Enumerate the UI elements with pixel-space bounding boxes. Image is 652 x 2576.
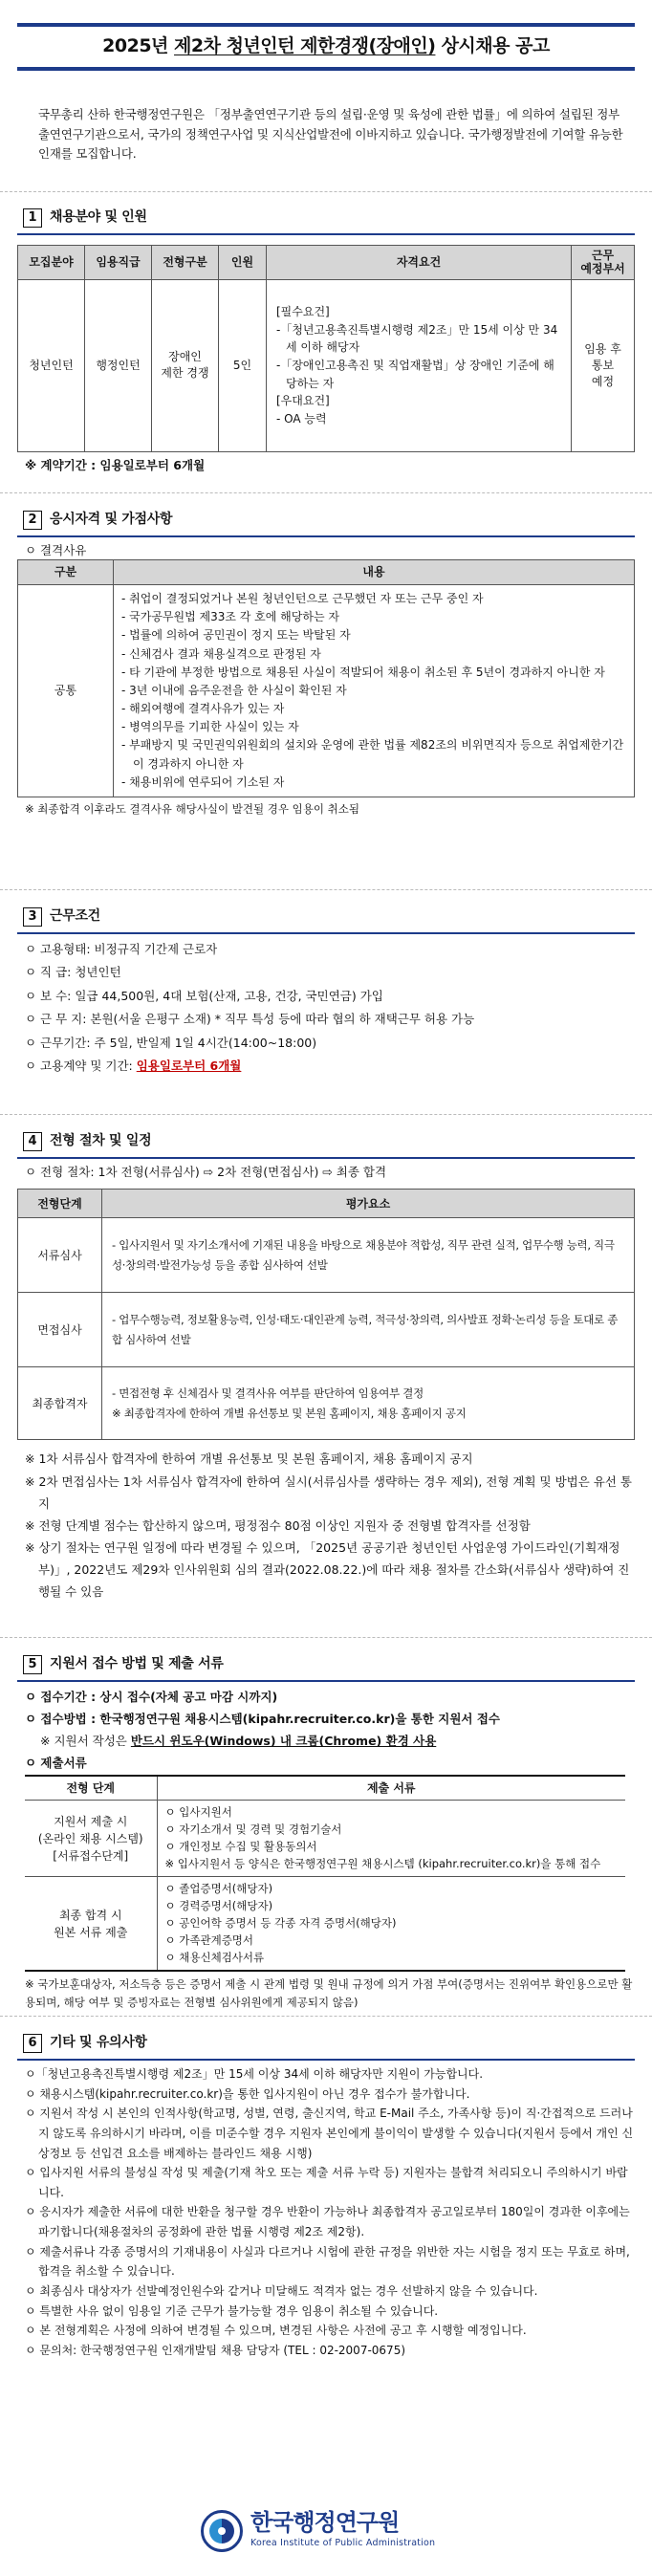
section-title: 응시자격 및 가점사항 — [50, 512, 173, 528]
document-item: ㅇ 졸업증명서(해당자) — [164, 1882, 273, 1896]
table-header-row — [25, 1776, 625, 1801]
notice-item: ㅇ 제출서류나 각종 증명서의 기재내용이 사실과 다르거나 시험에 관한 규정을 위반한 자는 시험을 정지 또는 무효로 하며, 합격을 취소할 수 있습니다. — [25, 2244, 630, 2279]
section-4 — [17, 1128, 635, 1603]
table-row — [18, 1367, 635, 1440]
section-title: 전형 절차 및 일정 — [50, 1133, 152, 1149]
table-header-row — [18, 560, 635, 585]
condition-item: ㅇ 고용형태: 비정규직 기간제 근로자 — [25, 942, 218, 956]
section-number: 5 — [23, 1655, 42, 1674]
table-row — [18, 279, 635, 451]
logo-english: Korea Institute of Public Administration — [250, 2538, 436, 2549]
browser-note-detail: 반드시 윈도우(Windows) 내 크롬(Chrome) 환경 사용 — [130, 1734, 437, 1749]
section-3 — [17, 904, 635, 1078]
th-grade: 임용직급 — [85, 246, 152, 280]
notice-item: ㅇ 응시자가 제출한 서류에 대한 반환을 청구할 경우 반환이 가능하나 최종합격자 공고일로부터 180일이 경과한 이후에는 파기합니다(채용절차의 공정화에 관한 법률 시행령 제2조 제2항). — [25, 2205, 630, 2238]
disqualification-list — [121, 590, 626, 792]
section-title: 채용분야 및 인원 — [50, 209, 147, 226]
section-rule — [17, 233, 635, 235]
th-evaluation: 평가요소 — [102, 1190, 635, 1218]
browser-note-label: ※ 지원서 작성은 — [40, 1734, 131, 1749]
section-heading — [17, 904, 635, 930]
cell-stage: 지원서 제출 시 (온라인 채용 시스템) [서류접수단계] — [25, 1801, 157, 1877]
section-title: 기타 및 유의사항 — [50, 2035, 147, 2051]
title-suffix: 상시채용 공고 — [435, 35, 550, 57]
section-number: 4 — [23, 1132, 42, 1151]
screening-note: ※ 1차 서류심사 합격자에 한하여 개별 유선통보 및 본원 홈페이지, 채용 홈페이지 공지 — [25, 1452, 473, 1467]
notice-item: ㅇ 입사지원 서류의 불성실 작성 및 제출(기재 착오 또는 제출 서류 누락 등) 지원자는 불합격 처리되오니 주의하시기 바랍니다. — [25, 2166, 628, 2199]
table-row — [18, 1293, 635, 1367]
document-item: ※ 입사지원서 등 양식은 한국행정연구원 채용시스템 (kipahr.recruiter.co.kr)을 통해 접수 — [164, 1856, 601, 1870]
document-item: ㅇ 자기소개서 및 경력 및 경험기술서 — [164, 1822, 342, 1836]
table-header-row — [18, 246, 635, 280]
browser-note — [25, 1730, 635, 1752]
document-item: ㅇ 채용신체검사서류 — [164, 1950, 265, 1964]
divider — [0, 2016, 652, 2017]
document-item: ㅇ 경력증명서(해당자) — [164, 1899, 273, 1913]
screening-note: ※ 전형 단계별 점수는 합산하지 않으며, 평정점수 80점 이상인 지원자 중 전형별 합격자를 선정함 — [25, 1517, 531, 1533]
disqualification-note: ※ 최종합격 이후라도 결격사유 해당사실이 발견될 경우 임용이 취소됨 — [25, 802, 359, 817]
cell-stage: 최종 합격 시 원본 서류 제출 — [25, 1877, 157, 1972]
required-item: -「장애인고용촉진 및 직업재활법」상 장애인 기준에 해당하는 자 — [276, 358, 554, 390]
section-title: 지원서 접수 방법 및 제출 서류 — [50, 1656, 224, 1672]
condition-contract — [17, 1055, 635, 1078]
section-heading — [17, 205, 635, 231]
section-number: 3 — [23, 907, 42, 927]
th-department: 근무 예정부서 — [572, 246, 635, 280]
cell-evaluation: - 업무수행능력, 정보활용능력, 인성·태도·대인관계 능력, 적극성·창의력, 의사발표 정확·논리성 등을 토대로 종합 심사하여 선발 — [102, 1293, 635, 1367]
notice-item: ㅇ 문의처: 한국행정연구원 인재개발팀 채용 담당자 (TEL : 02-2007-0675) — [25, 2343, 406, 2357]
condition-label: ㅇ 고용계약 및 기간: — [25, 1058, 137, 1073]
preferred-item: - OA 능력 — [276, 411, 327, 426]
divider — [0, 1637, 652, 1638]
evaluation-item: - 면접전형 후 신체검사 및 결격사유 여부를 판단하여 임용여부 결정 — [112, 1386, 424, 1401]
title-main: 제2차 청년인턴 제한경쟁(장애인) — [174, 35, 436, 57]
cell-evaluation: - 입사지원서 및 자기소개서에 기재된 내용을 바탕으로 채용분야 적합성, 직무 관련 실적, 업무수행 능력, 직극성·창의력·발전가능성 등을 종합 심사하여 선발 — [102, 1218, 635, 1293]
disqualification-item: - 국가공무원법 제33조 각 호에 해당하는 자 — [121, 610, 339, 624]
section-number: 2 — [23, 511, 42, 530]
subheading: ㅇ 결격사유 — [25, 543, 87, 557]
disqualification-item: - 법률에 의하여 공민권이 정지 또는 박탈된 자 — [121, 628, 351, 643]
condition-item: ㅇ 보 수: 일급 44,500원, 4대 보험(산재, 고용, 건강, 국민연금) 가입 — [25, 988, 383, 1003]
section-heading — [17, 2030, 635, 2057]
table-header-row — [18, 1190, 635, 1218]
notice-item: ㅇ 본 전형계획은 사정에 의하여 변경될 수 있으며, 변경된 사항은 사전에 공고 후 시행할 예정입니다. — [25, 2324, 527, 2338]
condition-item: ㅇ 근무기간: 주 5일, 반일제 1일 4시간(14:00~18:00) — [25, 1035, 317, 1050]
cell-stage: 서류심사 — [18, 1218, 102, 1293]
table-row — [18, 584, 635, 797]
section-2 — [17, 507, 635, 819]
document-item: ㅇ 개인정보 수집 및 활용동의서 — [164, 1839, 317, 1853]
th-content: 내용 — [114, 560, 635, 585]
disqualification-item: - 부패방지 및 국민권익위원회의 설치와 운영에 관한 법률 제82조의 비위면직자 등으로 취업제한기간이 경과하지 아니한 자 — [121, 738, 624, 771]
cell-count: 5인 — [219, 279, 267, 451]
disqualification-item: - 채용비위에 연루되어 기소된 자 — [121, 775, 285, 789]
documents-heading: ㅇ 제출서류 — [25, 1756, 87, 1771]
document-item: ㅇ 공인어학 증명서 등 각종 자격 증명서(해당자) — [164, 1915, 397, 1930]
section-6 — [17, 2030, 635, 2360]
cell-documents — [157, 1801, 625, 1877]
section-5 — [17, 1651, 635, 2011]
recruitment-table — [17, 245, 635, 452]
section-rule — [17, 2059, 635, 2061]
screening-notes — [17, 1448, 635, 1603]
th-stage: 전형 단계 — [25, 1776, 157, 1801]
preferred-title: [우대요건] — [276, 394, 330, 408]
notice-item: ㅇ 최종심사 대상자가 선발예정인원수와 같거나 미달해도 적격자 없는 경우 선발하지 않을 수 있습니다. — [25, 2283, 538, 2298]
institution-logo — [201, 2510, 435, 2552]
documents-table — [25, 1775, 625, 1973]
notice-list — [17, 2064, 635, 2360]
screening-note: ※ 상기 절차는 연구원 일정에 따라 변경될 수 있으며, 「2025년 공공기관 청년인턴 사업운영 가이드라인(기획재정부)」, 2022년도 제29차 인사위원회 심의 결과(2022.08.22.)에 따라 채용 절차를 간소화(서류심사 생략)하여 진행될 수 있음 — [25, 1539, 630, 1600]
section-number: 1 — [23, 208, 42, 228]
table-row — [25, 1801, 625, 1877]
disqualification-table — [17, 559, 635, 797]
section-number: 6 — [23, 2034, 42, 2053]
table-row — [25, 1877, 625, 1972]
disqualification-item: - 해외여행에 결격사유가 있는 자 — [121, 702, 285, 716]
logo-name: 한국행정연구원 — [250, 2509, 400, 2537]
section-heading — [17, 507, 635, 534]
divider — [0, 1114, 652, 1115]
process-flow: ㅇ 전형 절차: 1차 전형(서류심사) ⇨ 2차 전형(면접심사) ⇨ 최종 합격 — [25, 1165, 387, 1179]
section-rule — [17, 1680, 635, 1682]
divider — [0, 889, 652, 890]
cell-evaluation — [102, 1367, 635, 1440]
th-requirements: 자격요건 — [267, 246, 572, 280]
notice-item: ㅇ 지원서 작성 시 본인의 인적사항(학교명, 성별, 연령, 출신지역, 학교 E-Mail 주소, 가족사항 등)이 직·간접적으로 드러나지 않도록 유의하시기 바라며, 이를 미준수할 경우 지원자 본인에게 불이익이 발생할 수 있습니다(지원서 등에서 개인 신상정보 등 선입견 요소를 배제하는 블라인드 채용 시행) — [25, 2107, 634, 2160]
application-method: ㅇ 접수방법 : 한국행정연구원 채용시스템(kipahr.recruiter.co.kr)을 통한 지원서 접수 — [25, 1712, 500, 1727]
section-title: 근무조건 — [50, 908, 100, 925]
title-year: 2025년 — [102, 35, 175, 57]
section-1 — [17, 205, 635, 474]
document-item: ㅇ 가족관계증명서 — [164, 1932, 254, 1947]
disqualification-item: - 타 기관에 부정한 방법으로 채용된 사실이 적발되어 채용이 취소된 후 5년이 경과하지 아니한 자 — [121, 665, 605, 679]
section-rule — [17, 932, 635, 934]
page-title — [102, 33, 550, 60]
condition-period: 임용일로부터 6개월 — [136, 1058, 242, 1073]
table-row — [18, 1218, 635, 1293]
screening-table — [17, 1189, 635, 1440]
cell-type: 장애인 제한 경쟁 — [152, 279, 219, 451]
emblem-icon — [201, 2510, 243, 2552]
conditions-list — [17, 938, 635, 1055]
divider — [0, 191, 652, 192]
th-type: 전형구분 — [152, 246, 219, 280]
condition-item: ㅇ 직 급: 청년인턴 — [25, 965, 121, 980]
section-rule — [17, 535, 635, 537]
divider — [0, 492, 652, 493]
section-heading — [17, 1651, 635, 1678]
cell-content — [114, 584, 635, 797]
disqualification-item: - 3년 이내에 음주운전을 한 사실이 확인된 자 — [121, 683, 347, 697]
th-field: 모집분야 — [18, 246, 85, 280]
cell-stage: 최종합격자 — [18, 1367, 102, 1440]
condition-item: ㅇ 근 무 지: 본원(서울 은평구 소재) * 직무 특성 등에 따라 협의 하 재택근무 허용 가능 — [25, 1012, 475, 1027]
disqualification-item: - 신체검사 결과 채용실격으로 판정된 자 — [121, 646, 321, 661]
notice-item: ㅇ 채용시스템(kipahr.recruiter.co.kr)을 통한 입사지원이 아닌 경우 접수가 불가합니다. — [25, 2086, 470, 2101]
th-count: 인원 — [219, 246, 267, 280]
documents-note: ※ 국가보훈대상자, 저소득층 등은 증명서 제출 시 관계 법령 및 원내 규정에 의거 가점 부여(증명서는 진위여부 확인용으로만 활용되며, 해당 여부 및 증빙자료는 전형별 심사위원에게 제공되지 않음) — [25, 1977, 633, 2009]
disqualification-item: - 병역의무를 기피한 사실이 있는 자 — [121, 720, 299, 734]
cell-department: 임용 후 통보 예정 — [572, 279, 635, 451]
document-item: ㅇ 입사지원서 — [164, 1805, 232, 1820]
notice-item: ㅇ「청년고용촉진특별시행령 제2조」만 15세 이상 34세 이하 해당자만 지원이 가능합니다. — [25, 2067, 484, 2081]
required-item: -「청년고용촉진특별시행령 제2조」만 15세 이상 만 34세 이하 해당자 — [276, 322, 558, 355]
cell-field: 청년인턴 — [18, 279, 85, 451]
evaluation-note: ※ 최종합격자에 한하여 개별 유선통보 및 본원 홈페이지, 채용 홈페이지 공지 — [112, 1406, 467, 1420]
th-documents: 제출 서류 — [157, 1776, 625, 1801]
intro-paragraph: 국무총리 산하 한국행정연구원은 「정부출연연구기관 등의 설립·운영 및 육성에 관한 법률」에 의하여 설립된 정부출연연구기관으로서, 국가의 정책연구사업 및 지식산업발전에 이바지하고 있습니다. 국가행정발전에 기여할 유능한 인재를 모집합니다. — [38, 107, 623, 162]
disqualification-item: - 취업이 결정되었거나 본원 청년인턴으로 근무했던 자 또는 근무 중인 자 — [121, 591, 484, 605]
cell-requirements — [267, 279, 572, 451]
cell-category: 공통 — [18, 584, 114, 797]
cell-documents — [157, 1877, 625, 1972]
section-heading — [17, 1128, 635, 1155]
contract-note: ※ 계약기간 : 임용일로부터 6개월 — [25, 457, 206, 472]
notice-item: ㅇ 특별한 사유 없이 임용일 기준 근무가 불가능할 경우 임용이 취소될 수 있습니다. — [25, 2303, 439, 2318]
cell-stage: 면접심사 — [18, 1293, 102, 1367]
required-title: [필수요건] — [276, 305, 330, 319]
cell-grade: 행정인턴 — [85, 279, 152, 451]
application-period: ㅇ 접수기간 : 상시 접수(자체 공고 마감 시까지) — [25, 1690, 278, 1704]
th-stage: 전형단계 — [18, 1190, 102, 1218]
screening-note: ※ 2차 면접심사는 1차 서류심사 합격자에 한하여 실시(서류심사를 생략하는 경우 제외), 전형 계획 및 방법은 유선 통지 — [25, 1474, 632, 1511]
page-header — [17, 23, 635, 71]
section-rule — [17, 1157, 635, 1159]
th-category: 구분 — [18, 560, 114, 585]
